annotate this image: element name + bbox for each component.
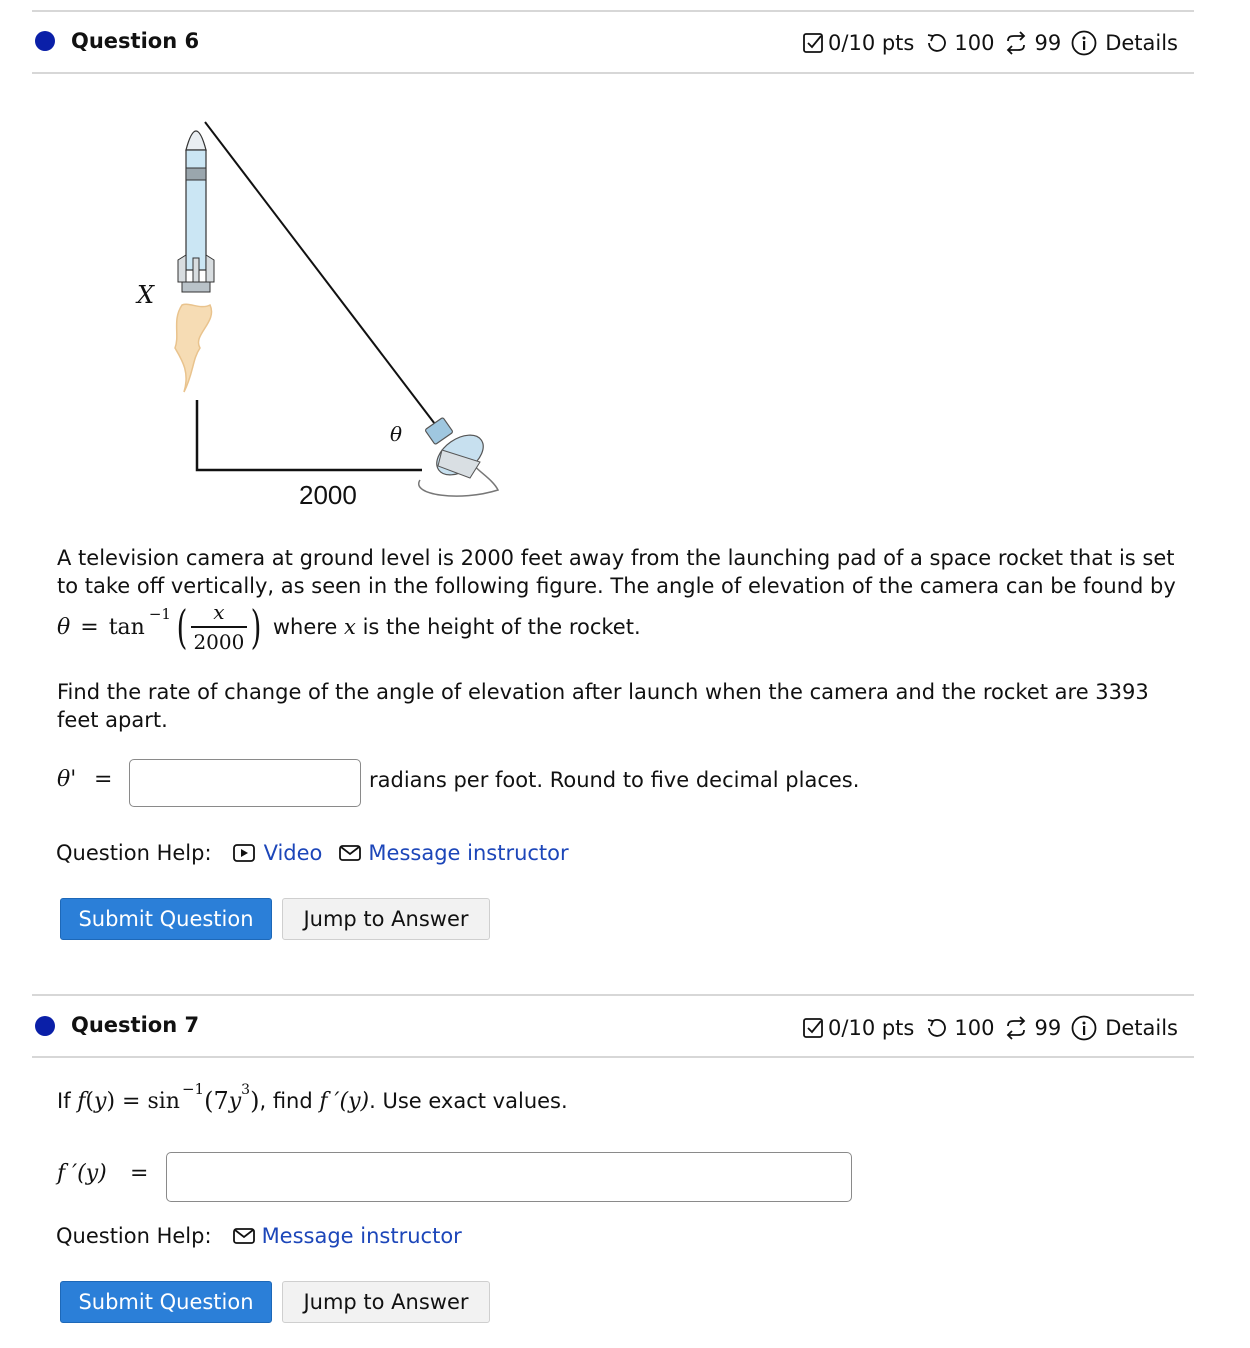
formula-paren-right: ) — [250, 600, 262, 654]
rocket-camera-figure — [120, 110, 520, 520]
ground-line — [197, 400, 422, 470]
jump-to-answer-button[interactable]: Jump to Answer — [282, 898, 490, 940]
theta-prime-answer-input[interactable] — [129, 759, 361, 807]
question-7-header-divider — [32, 1056, 1194, 1058]
mail-icon — [338, 843, 362, 863]
details-link[interactable]: Details — [1105, 1016, 1178, 1040]
submit-question-button[interactable]: Submit Question — [60, 898, 272, 940]
prompt-f-prime-arg: (y) — [339, 1088, 370, 1114]
video-icon — [232, 843, 256, 863]
jump-to-answer-button[interactable]: Jump to Answer — [282, 1281, 490, 1323]
prompt-equals-sin: = sin — [115, 1088, 180, 1114]
rocket-icon — [178, 131, 214, 292]
checkbox-icon — [802, 1017, 824, 1039]
points-value: 0/10 pts — [828, 1016, 915, 1040]
formula-tan: tan — [108, 614, 145, 640]
details-link[interactable]: Details — [1105, 31, 1178, 55]
prompt-paren-open: ( — [85, 1088, 95, 1114]
help-label: Question Help: — [56, 841, 212, 865]
attempts-icon — [1004, 1016, 1028, 1040]
top-divider — [32, 10, 1194, 12]
formula-suffix-text-a: where — [272, 615, 345, 639]
video-link[interactable] — [232, 841, 323, 865]
attempts-value: 99 — [1034, 31, 1062, 55]
message-instructor-label[interactable]: Message instructor — [261, 1224, 462, 1248]
submit-question-button[interactable]: Submit Question — [60, 1281, 272, 1323]
answer-label-theta-prime: θ' — [57, 767, 77, 792]
prompt-arg-open: (7 — [204, 1087, 229, 1115]
retries-value: 100 — [954, 1016, 995, 1040]
prompt-y: y — [94, 1088, 107, 1114]
rocket-exhaust — [175, 304, 212, 392]
question-7-prompt — [57, 1078, 568, 1124]
info-icon[interactable] — [1071, 30, 1097, 56]
prompt-f: f — [77, 1088, 86, 1114]
answer-units-text: radians per foot. Round to five decimal places. — [369, 768, 860, 792]
formula-suffix-var: x — [344, 615, 356, 639]
angle-formula — [57, 596, 641, 658]
height-label: X — [137, 281, 155, 309]
formula-fraction — [191, 601, 247, 653]
line-of-sight — [205, 122, 438, 428]
question-6-meta — [802, 30, 1178, 56]
prompt-if: If — [57, 1089, 78, 1113]
formula-suffix-text-b: is the height of the rocket. — [355, 615, 641, 639]
header-divider — [32, 72, 1194, 74]
prompt-tail: . Use exact values. — [369, 1089, 568, 1113]
message-instructor-label[interactable]: Message instructor — [368, 841, 569, 865]
question-7-title: Question 7 — [71, 1013, 200, 1037]
question-6-title: Question 6 — [71, 29, 200, 53]
prompt-arg-exp: 3 — [241, 1082, 251, 1098]
find-text-line-1: Find the rate of change of the angle of elevation after launch when the camera and the rocket are 3393 — [57, 680, 1149, 704]
question-status-dot — [35, 31, 55, 51]
retry-icon — [924, 32, 948, 54]
prompt-find: , find — [259, 1089, 320, 1113]
message-instructor-link[interactable] — [232, 1224, 462, 1248]
prompt-arg-close: ) — [250, 1087, 260, 1115]
question-7-top-divider — [32, 994, 1194, 996]
question-7-meta — [802, 1015, 1178, 1041]
retry-icon — [924, 1017, 948, 1039]
prompt-inverse: −1 — [181, 1080, 205, 1098]
question-7-help — [56, 1224, 462, 1248]
find-text-line-2: feet apart. — [57, 708, 168, 732]
formula-equals: = — [80, 614, 99, 640]
checkbox-icon — [802, 32, 824, 54]
mail-icon — [232, 1226, 256, 1246]
prompt-paren-close: ) — [106, 1088, 116, 1114]
help-label: Question Help: — [56, 1224, 212, 1248]
prompt-arg-y: y — [228, 1088, 242, 1114]
distance-label: 2000 — [299, 480, 357, 510]
formula-paren-left: ( — [176, 600, 188, 654]
formula-suffix — [273, 615, 641, 639]
attempts-icon — [1004, 31, 1028, 55]
camera-icon — [419, 417, 498, 496]
formula-numerator: x — [213, 600, 225, 625]
angle-label: θ — [390, 422, 403, 446]
problem-text-line-2: to take off vertically, as seen in the following figure. The angle of elevation of the camera can be found by — [57, 574, 1176, 598]
formula-theta: θ — [57, 614, 71, 640]
problem-text-line-1: A television camera at ground level is 2000 feet away from the launching pad of a space rocket that is set — [57, 546, 1175, 570]
video-link-label[interactable]: Video — [263, 841, 323, 865]
formula-inverse: −1 — [148, 605, 171, 623]
attempts-value: 99 — [1034, 1016, 1062, 1040]
formula-denominator: 2000 — [193, 629, 245, 654]
info-icon[interactable] — [1071, 1015, 1097, 1041]
question-6-help — [56, 841, 569, 865]
answer-label-f-prime: f ′(y) — [57, 1161, 107, 1186]
f-prime-answer-input[interactable] — [166, 1152, 852, 1202]
answer-equals: = — [130, 1161, 149, 1186]
points-value: 0/10 pts — [828, 31, 915, 55]
prompt-f-prime: f ′ — [319, 1088, 340, 1114]
message-instructor-link[interactable] — [338, 841, 568, 865]
fraction-bar — [191, 626, 247, 628]
answer-equals: = — [94, 767, 113, 792]
question-status-dot — [35, 1016, 55, 1036]
retries-value: 100 — [954, 31, 995, 55]
